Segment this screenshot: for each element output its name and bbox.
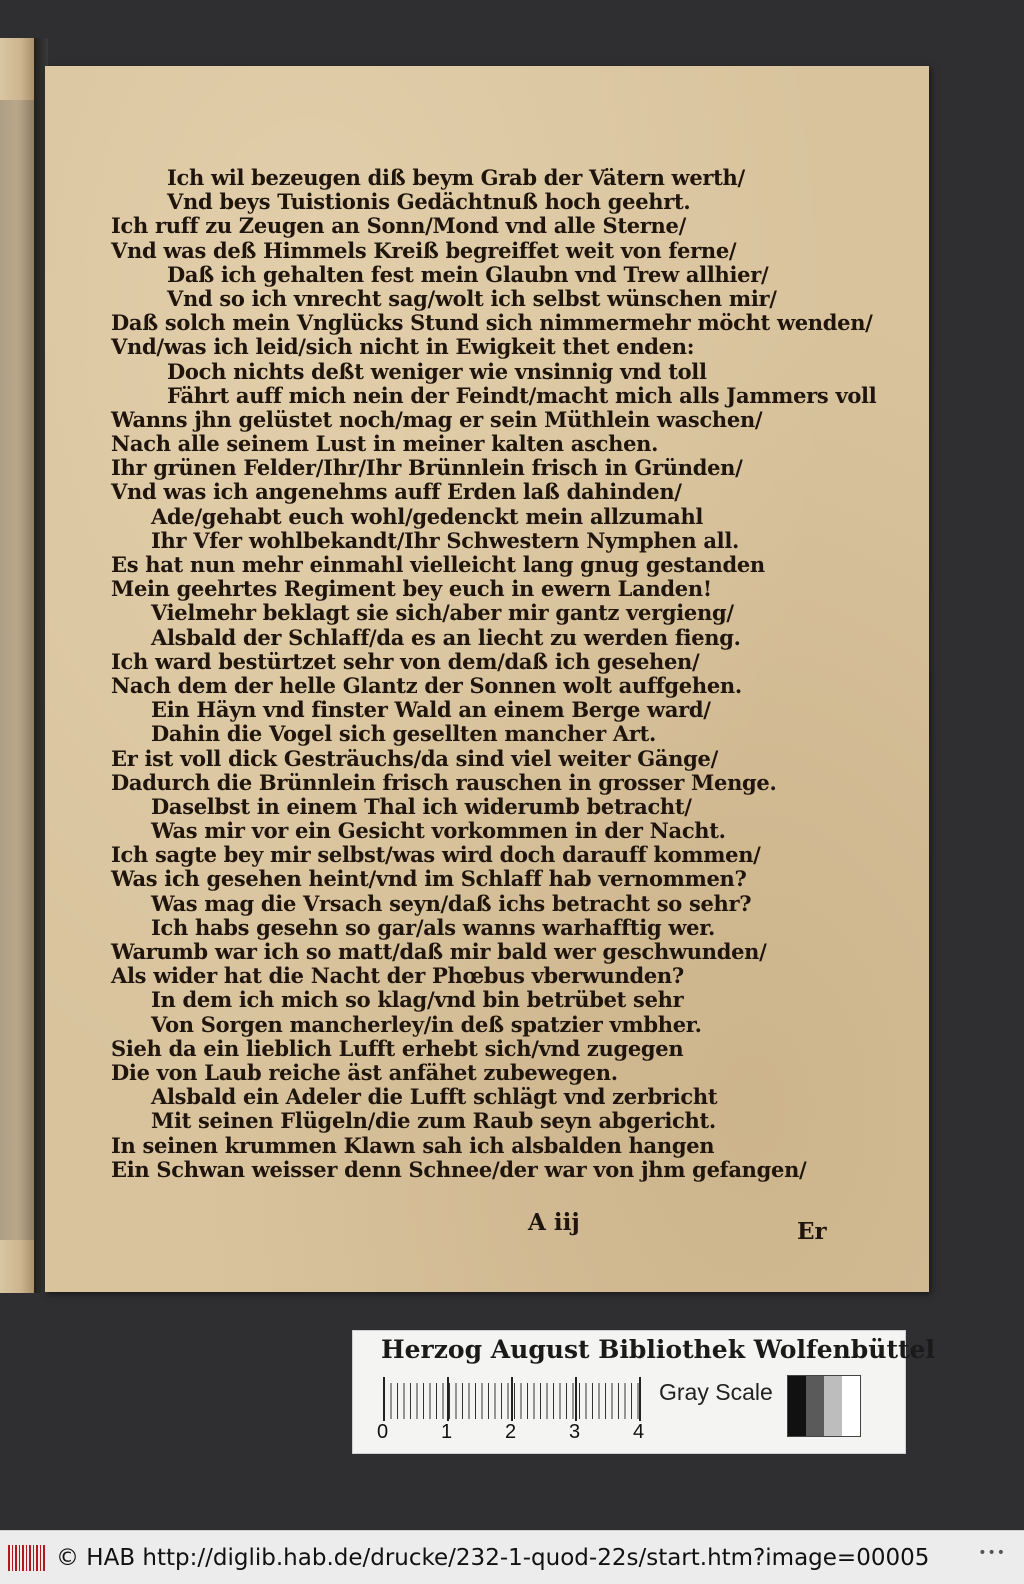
ruler-number: 2 xyxy=(505,1421,517,1443)
ruler-number: 1 xyxy=(441,1421,453,1443)
status-url-text[interactable]: © HAB http://diglib.hab.de/drucke/232-1-quod-22s/start.htm?image=00005 xyxy=(56,1544,930,1571)
text-line: Ein Häyn vnd finster Wald an einem Berge ward/ xyxy=(151,697,711,723)
gray-scale-patch xyxy=(842,1376,860,1436)
text-line: Dahin die Vogel sich gesellten mancher Art. xyxy=(151,721,657,747)
text-line: Mit seinen Flügeln/die zum Raub seyn abgericht. xyxy=(151,1108,716,1134)
text-line: Ich habs gesehn so gar/als wanns warhafftig wer. xyxy=(151,914,716,940)
scanned-page xyxy=(45,66,929,1292)
text-line: Es hat nun mehr einmahl vielleicht lang gnug gestanden xyxy=(111,552,765,577)
text-line: Die von Laub reiche äst anfähet zubewegen. xyxy=(111,1059,618,1085)
gray-scale-swatch xyxy=(787,1375,861,1437)
text-line: Ich ward bestürtzet sehr von dem/daß ich gesehen/ xyxy=(111,648,700,674)
text-line: Vnd was deß Himmels Kreiß begreiffet weit von ferne/ xyxy=(111,237,737,263)
gray-scale-patch xyxy=(824,1376,842,1436)
ruler-number: 3 xyxy=(569,1421,581,1443)
text-line: Er ist voll dick Gesträuchs/da sind viel weiter Gänge/ xyxy=(111,745,718,771)
text-line: Vielmehr beklagt sie sich/aber mir gantz vergieng/ xyxy=(151,600,734,626)
ruler-major-tick xyxy=(575,1377,577,1421)
ruler-major-tick xyxy=(511,1377,513,1421)
text-line: Vnd was ich angenehms auff Erden laß dahinden/ xyxy=(111,479,682,505)
text-line: Was ich gesehen heint/vnd im Schlaff hab vernommen? xyxy=(111,866,747,892)
text-line: Was mag die Vrsach seyn/daß ichs betracht so sehr? xyxy=(151,890,752,916)
text-line: Alsbald der Schlaff/da es an liecht zu werden fieng. xyxy=(151,624,741,650)
text-line: Ein Schwan weisser denn Schnee/der war von jhm gefangen/ xyxy=(111,1156,807,1182)
text-line: Ich ruff zu Zeugen an Sonn/Mond vnd alle Sterne/ xyxy=(111,213,686,239)
library-name: Herzog August Bibliothek Wolfenbüttel xyxy=(381,1335,935,1364)
text-line: Fährt auff mich nein der Feindt/macht mich alls Jammers voll xyxy=(167,382,877,408)
text-line: Ich wil bezeugen diß beym Grab der Vätern werth/ xyxy=(167,165,745,190)
text-line: Sieh da ein lieblich Lufft erhebt sich/vnd zugegen xyxy=(111,1035,684,1061)
library-card xyxy=(352,1330,935,1454)
text-line: Ihr Vfer wohlbekandt/Ihr Schwestern Nymphen all. xyxy=(151,527,740,553)
text-line: Nach alle seinem Lust in meiner kalten aschen. xyxy=(111,431,659,457)
hab-barcode-icon xyxy=(8,1545,46,1571)
ruler-number: 0 xyxy=(377,1421,389,1443)
text-line: Als wider hat die Nacht der Phœbus vberwunden? xyxy=(111,963,684,989)
ruler-major-tick xyxy=(383,1377,385,1421)
text-line: In dem ich mich so klag/vnd bin betrübet sehr xyxy=(151,987,684,1013)
text-line: Ihr grünen Felder/Ihr/Ihr Brünnlein frisch in Gründen/ xyxy=(111,455,743,481)
text-line: Alsbald ein Adeler die Lufft schlägt vnd zerbricht xyxy=(151,1084,718,1110)
text-line: Vnd so ich vnrecht sag/wolt ich selbst wünschen mir/ xyxy=(167,285,777,311)
gray-scale-label: Gray Scale xyxy=(659,1379,773,1405)
measurement-ruler xyxy=(383,1383,644,1419)
gray-scale-patch xyxy=(788,1376,806,1436)
text-line: Warumb war ich so matt/daß mir bald wer geschwunden/ xyxy=(111,939,767,964)
text-block xyxy=(111,165,877,1182)
text-line: Daß ich gehalten fest mein Glaubn vnd Trew allhier/ xyxy=(167,261,769,287)
ruler-major-tick xyxy=(447,1377,449,1421)
text-line: Ade/gehabt euch wohl/gedenckt mein allzumahl xyxy=(151,503,704,529)
status-bar xyxy=(0,1530,1024,1584)
text-line: Mein geehrtes Regiment bey euch in ewern Landen! xyxy=(111,576,712,602)
catchword: Er xyxy=(797,1218,827,1245)
text-line: Daß solch mein Vnglücks Stund sich nimmermehr möcht wenden/ xyxy=(111,310,873,336)
ruler-number: 4 xyxy=(633,1421,645,1443)
text-line: Dadurch die Brünnlein frisch rauschen in grosser Menge. xyxy=(111,769,777,795)
text-line: Was mir vor ein Gesicht vorkommen in der Nacht. xyxy=(151,818,726,844)
signature-mark: A iij xyxy=(528,1209,580,1236)
text-line: Wanns jhn gelüstet noch/mag er sein Müthlein waschen/ xyxy=(111,406,763,432)
text-line: Von Sorgen mancherley/in deß spatzier vmbher. xyxy=(151,1011,702,1037)
text-line: Nach dem der helle Glantz der Sonnen wolt auffgehen. xyxy=(111,672,742,698)
gray-scale-patch xyxy=(806,1376,824,1436)
text-line: Ich sagte bey mir selbst/was wird doch darauff kommen/ xyxy=(111,842,761,868)
ruler-major-tick xyxy=(639,1377,641,1421)
text-line: Vnd/was ich leid/sich nicht in Ewigkeit thet enden: xyxy=(111,334,695,360)
text-line: Daselbst in einem Thal ich widerumb betracht/ xyxy=(151,793,692,819)
text-line: In seinen krummen Klawn sah ich alsbalden hangen xyxy=(111,1132,715,1158)
more-options-icon[interactable]: ••• xyxy=(978,1545,1006,1561)
text-line: Doch nichts deßt weniger wie vnsinnig vnd toll xyxy=(167,358,707,384)
text-line: Vnd beys Tuistionis Gedächtnuß hoch geehrt. xyxy=(167,189,691,215)
